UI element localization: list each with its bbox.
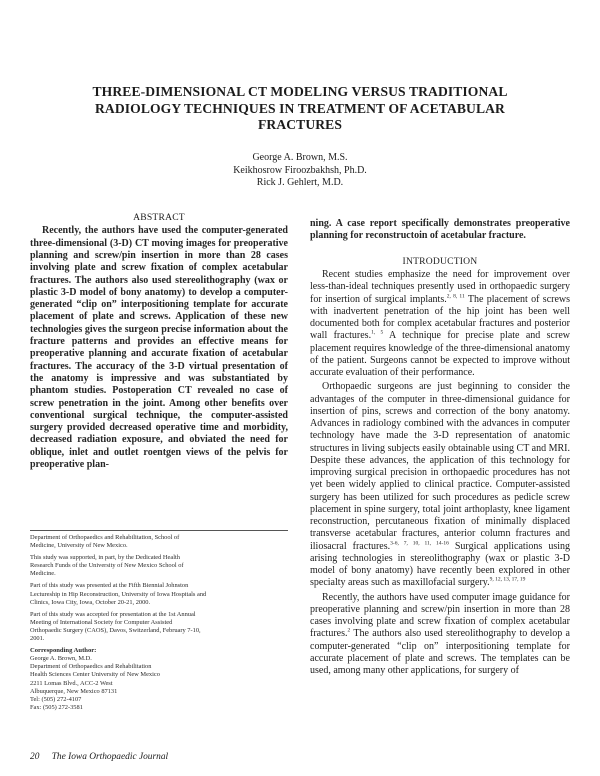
paragraph-text: The placement of screws with inadvertent penetration of the hip joint has been well documented both for complex acetabular fractures and posterior wall fractures. [310,293,571,342]
paragraph-text: Recently, the authors have used computer image guidance for preoperative planning and screw/pin insertion in more than 28 cases involving plate and screw fixation of complex acetabular fractures. [310,591,570,640]
intro-paragraph [310,381,570,589]
corresponding-heading: Corresponding Author: [30,647,97,655]
author: George A. Brown, M.S. [252,152,348,163]
footnote-line: Department of Orthopaedics and Rehabilitation, School of [30,534,180,541]
title-line: RADIOLOGY TECHNIQUES IN TREATMENT OF ACETABULAR [95,100,505,116]
author: Rick J. Gehlert, M.D. [256,177,344,189]
footnote-line: Department of Orthopaedics and Rehabilitation [30,663,152,671]
introduction-heading: INTRODUCTION [402,255,478,267]
citation: 1, 5 [371,329,384,336]
paragraph-text: The authors also used stereolithography to develop a computer-generated “clip on” interpositioning template for accurate placement of plate and screws. The templates can be used, among many other applications, for surgery of [310,628,570,676]
right-column [310,218,570,677]
footnote-accepted [30,611,288,643]
footnote-line: Albuquerque, New Mexico 87131 [30,687,118,695]
footnote-line: Part of this study was presented at the Fifth Biennial Johnston [30,582,189,590]
citation: 2, 8, 11 [446,293,465,300]
abstract-heading: ABSTRACT [133,212,185,223]
footnote-line: Medicine, University of New Mexico. [30,542,128,550]
footnote-line: Medicine. [30,570,56,578]
abstract-text: Recently, the authors have used the computer-generated three-dimensional (3-D) CT moving images for preoperative planning and screw/pin insertion in more than 28 cases involving plate and screw fixation of complex acetabular fractures. The authors also used stereolithography (wax or plastic 3-D model of bony anatomy) to develop a computer-generated “clip on” interpositioning template for accurate placement of plate and screws. Application of these new technologies gives the surgeon precise information about the fracture patterns and provides an effective means for preoperative planning and accurate fixation of acetabular fractures. The accuracy of the 3-D virtual presentation of the anatomy is impressive and was substantiated by phantom studies. Postoperation CT revealed no case of screw penetration in the joint. Among other benefits over conventional surgical technique, the computer-assisted surgery provided decreased operative time and morbidity, decreased radiation exposure, and obviated the need for oblique, inlet and outlet roentgen views of the pelvis for preoperative plan- [30,225,288,471]
title-line: THREE-DIMENSIONAL CT MODELING VERSUS TRADITIONAL [92,84,508,99]
footnote-department [30,534,288,550]
intro-paragraph [310,592,570,678]
footnote-line: Health Sciences Center University of New Mexico [30,671,160,679]
author: Keikhosrow Firoozbakhsh, Ph.D. [233,164,367,176]
footnote-line: Meeting of International Society for Computer Assisted [30,618,173,626]
paragraph-text: Recent studies emphasize the need for improvement over less-than-ideal techniques presently used in orthopaedic surgery for insertion of surgical implants. [310,269,570,305]
footnote-line: 2211 Lomas Blvd., ACC-2 West [30,679,113,687]
intro-paragraph [310,269,570,379]
footnote-presented [30,582,288,606]
journal-name: The Iowa Orthopaedic Journal [51,752,169,762]
footnote-line: George A. Brown, M.D. [30,655,92,663]
left-column [30,212,288,471]
footnote-line: Clinics, Iowa City, Iowa, October 20-21, 2000. [30,598,151,606]
citation: 3-6, 7, 10, 11, 14-16 [390,540,449,547]
footnote-line: Orthopaedic Surgery (CAOS), Davos, Switzerland, February 7-10, [30,626,201,634]
footnote-line: 2001. [30,635,45,643]
footnote-line: Fax: (505) 272-3581 [30,703,83,711]
abstract-continuation: ning. A case report specifically demonstrates preoperative planning for reconstructoin of acetabular fracture. [310,218,570,242]
author-list [150,152,450,190]
footnote-line: Part of this study was accepted for presentation at the 1st Annual [30,610,196,618]
footnote-corresponding-author [30,647,288,712]
footnote-line: Lectureship in Hip Reconstruction, University of Iowa Hospitals and [30,590,207,598]
title-line: FRACTURES [258,117,342,132]
footnotes [30,530,288,716]
footnote-support [30,554,288,578]
paragraph-text: Orthopaedic surgeons are just beginning to consider the advantages of the computer in three-dimensional guidance for insertion of pins, screws and correction of the bony anatomy. Advances in radiology combined with the advances in computer technology have made the 3-D representation of anatomic structures in living subjects easily obtainable using CT and MRI. Despite these advances, the application of this technology for improving surgical precision in orthopaedic procedures has not yet been widely applied to clinical practice. Computer-assisted surgery has been utilized for such procedures as pedicle screw placement in spine surgery, total joint arthoplasty, knee ligament reconstruction, percutaneous fixation of minimally displaced transverse acetabular fractures, anterior column fractures and iliosacral fractures. [310,381,570,552]
footnote-line: Tel: (505) 272-4107 [30,695,82,703]
footnote-line: This study was supported, in part, by the Dedicated Health [30,554,180,562]
footnote-line: Research Funds of the University of New Mexico School of [30,562,184,570]
article-title [60,84,540,134]
paragraph-text: A technique for precise plate and screw placement requires knowledge of the three-dimensional anatomy of the patient. Surgeons cannot be expected to improve without accurate evaluation of their performance. [310,330,570,378]
page-footer [30,752,290,762]
page-number: 20 [30,752,40,762]
paragraph-text: Surgical applications using arising technologies in stereolithography (wax or plastic 3-D model of bony anatomy) have recently been explored in other specialty areas such as maxillofacial surgery. [310,540,570,589]
citation: 9, 12, 13, 17, 19 [489,576,526,583]
citation: 2 [347,627,351,634]
